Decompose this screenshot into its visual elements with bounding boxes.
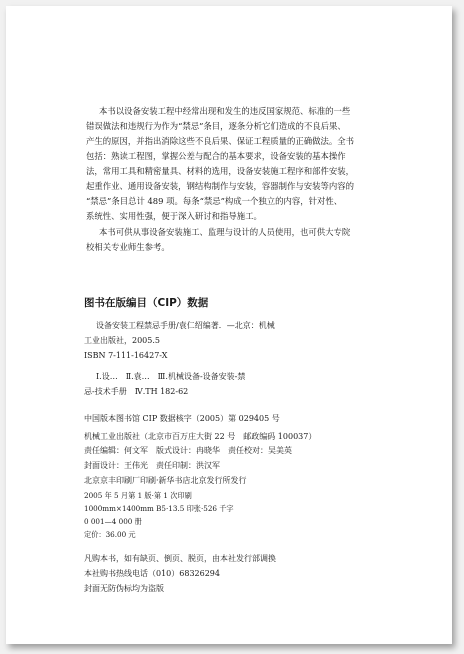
cip-core-data: 中国版本图书馆 CIP 数据核字（2005）第 029405 号 (84, 414, 280, 423)
intro-line: 起重作业、通用设备安装，钢结构制作与安装，容器制作与安装等内容的 (86, 181, 354, 191)
intro-line: 法，常用工具和精密量具、材料的选用，设备安装施工程序和部件安装， (86, 166, 354, 176)
edition-line: 2005 年 5 月第 1 版·第 1 次印刷 (84, 491, 192, 500)
publisher-line: 机械工业出版社（北京市百万庄大街 22 号 邮政编码 100037） (84, 432, 317, 441)
notice-line: 凡购本书，如有缺页、倒页、脱页，由本社发行部调换 (84, 554, 276, 563)
cip-isbn: ISBN 7-111-16427-X (84, 351, 168, 360)
hotline-line: 本社购书热线电话（010）68326294 (84, 569, 220, 578)
intro-line: “禁忌”条目总计 489 项。每条“禁忌”构成一个独立的内容，针对性、 (86, 196, 343, 206)
editor-line: 责任编辑：何文军 版式设计：冉晓华 责任校对：吴美英 (84, 446, 292, 455)
price-line: 定价：36.00 元 (84, 530, 136, 539)
cip-title: 图书在版编目（CIP）数据 (84, 297, 209, 309)
book-page (6, 6, 452, 644)
printer-line: 北京京丰印刷厂印刷·新华书店北京发行所发行 (84, 476, 247, 485)
cip-line: 忌-技术手册 Ⅳ.TH 182-62 (84, 387, 189, 396)
intro-line: 本书以设备安装工程中经常出现和发生的违反国家规范、标准的一些 (99, 106, 351, 116)
cip-line: 设备安装工程禁忌手册/袁仁绍编著．—北京：机械 (96, 321, 275, 330)
format-line: 1000mm×1400mm B5·13.5 印张·526 千字 (84, 504, 234, 513)
cover-design-line: 封面设计：王伟光 责任印制：洪汉军 (84, 461, 220, 470)
intro-line: 错误做法和违规行为作为“禁忌”条目，逐条分析它们造成的不良后果、 (86, 121, 346, 131)
intro-line: 包括：熟读工程图，掌握公差与配合的基本要求，设备安装的基本操作 (86, 151, 346, 161)
intro-line: 校相关专业师生参考。 (86, 242, 170, 252)
print-run-line: 0 001—4 000 册 (84, 517, 142, 526)
anti-piracy-line: 封面无防伪标均为盗版 (84, 584, 164, 593)
intro-line: 本书可供从事设备安装施工、监理与设计的人员使用，也可供大专院 (99, 227, 351, 237)
intro-line: 产生的原因，并指出消除这些不良后果、保证工程质量的正确做法。全书 (86, 136, 354, 146)
intro-line: 系统性、实用性强，便于深入研讨和指导施工。 (86, 211, 262, 221)
cip-line: Ⅰ.设… Ⅱ.袁… Ⅲ.机械设备-设备安装-禁 (96, 372, 246, 381)
cip-line: 工业出版社，2005.5 (84, 336, 160, 345)
